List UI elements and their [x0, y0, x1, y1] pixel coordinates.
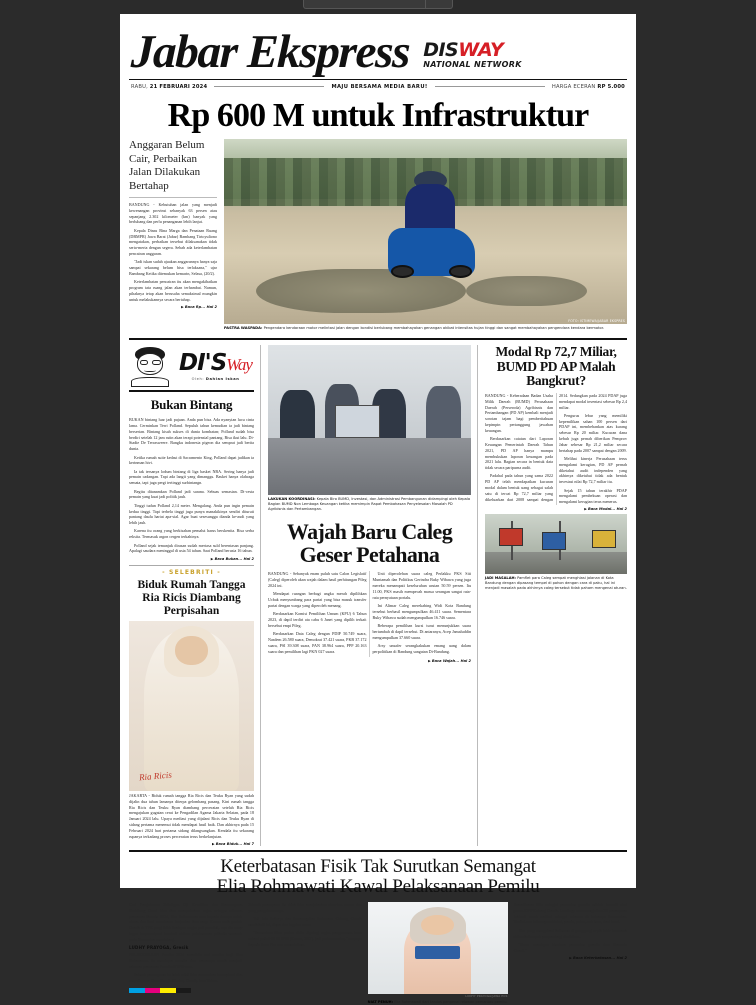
- lead-paragraph-2: Kepala Dinas Bina Marga dan Penataan Ruang (DBMPR) Jawa Barat (Jabar) Bambang Tirtoyuliono mengatakan, perbaikan tersebut dilaksanakan tidak serta-merta dengan segera. Sebab ada keterlambatan pencairan anggaran.: [129, 227, 217, 256]
- bumd-paragraph-3: Padahal pada tahun yang sama 2022 PD AP telah mendapatkan kucuran modal dalam bentuk uang sebagai salah satu di tercat Rp 72,7 miliar yang dikeluarkan dari 2008 sampai dengan 2014. Sedangkan pada 2024 PDAP juga mendapat modal inventasi sebesar Rp 2,4 miliar.: [485, 392, 627, 502]
- disway-logo-box: [177, 349, 254, 381]
- color-bar-black: [176, 988, 192, 993]
- bottom-byline: LUDHY PRAYOGA, Gresik: [129, 945, 189, 951]
- bumd-paragraph-4: Pengurus lebar yang memiliki kepemilikan sahan 100 persen dari PDAP ini, membebankan atas kurang sebesar Rp 20 miliar. Kucuran dana kebuh juga pernah diberikan Pemprov Jabar sebesar Rp 21,2 miliar secara bertahap pada 2007 sampai dengan 2009.: [559, 412, 627, 453]
- celebrity-headline: Biduk Rumah Tangga Ria Ricis Diambang Perpisahan: [137, 579, 246, 618]
- portrait-glasses-left: [140, 360, 148, 365]
- caleg-photo-banner-1: [499, 528, 523, 546]
- bottom-middle-column: [248, 902, 361, 1005]
- disway-paragraph-7: Polland sejak temanjuk dirasan sudah mertasa suld berentasan panjang. Apalagi saudara meninggal di usia 54 tahun. Saat Polland berusia 16 tahun.: [129, 542, 254, 554]
- dateline-slogan: MAJU BERSAMA MEDIA BARU!: [331, 83, 428, 90]
- section-divider-1: [129, 338, 627, 340]
- chrome-divider: [425, 0, 426, 8]
- center-paragraph-1: BANDUNG - Sebanyak enam puluh satu Calon Legislatif (Caleg) diperoleh akan wajah dalam hasil perhitungan Pileg 2024 ini.: [268, 571, 367, 589]
- caleg-photo-banner-3: [592, 530, 616, 548]
- bumd-paragraph-1: BANDUNG - Keberadaan Badan Usaha Milik Daerah (BUMD) Perusahaan Daerah (Perseroda) Agribisnis dan Pertambangan (PD AP) kembali menjadi sorotan tajam bagi pemberitahuan kepimpin pertanggung jawaban keuangan.: [485, 392, 553, 433]
- disway-column-title: Bukan Bintang: [150, 397, 233, 413]
- portrait-glasses-right: [152, 360, 160, 365]
- columnist-portrait-icon: [129, 345, 171, 387]
- disway-paragraph-3: Ia tak tersanya lodum bintang di liga basket NBA. Sering hanya jadi pemain cadangan. Tapi ada langit yang dimanggu. Basket hanya olahraga semata, tapi juga pergi tertinggi surbintangn.: [129, 468, 254, 486]
- bottom-paragraph-4: Tak lain bekerja dan keterampilan Indonesia Cabang Gresik untuk kali ini, dapat dan ingatan suara.: [248, 916, 362, 927]
- disway-paragraph-6: Karena itu orang yang berkisahan pemalut harus berskenita. Bisa serba reksita. Termasuk argon cergen terkahinya.: [129, 528, 254, 540]
- celebrity-paragraph-1: JAKARTA - Biduk rumah tangga Ria Ricis dan Teuku Ryan yang sudah dijalin dua tahun lamanya diterpa gelombang pasang. Kini rumah tangga Ria Ricis dan Teuku Ryan diambang perceraian setelah Ria Ricis mengajukan gugatan cerai ke Pengadilan Agama Jakarta Selatan, pada 18 Januari 2024 lalu. Upaya mediasi yang dijalani Ricis dan Teuku Ryan di sidang pertama menemui tidak mendapat hasil baik. Dan akhirnya pada 15 Februari 2024 hari pertama sidang dilangsungkan. Kendala itu sekarang rupanya terkadang proses perceraian terus berkelanjutan.: [129, 792, 254, 839]
- lead-subheadline: Anggaran Belum Cair, Perbaikan Jalan Dilakukan Bertahap: [129, 139, 217, 198]
- portrait-smile: [144, 368, 157, 372]
- dateline-rule-right: [435, 86, 545, 87]
- lead-paragraph-4: Keterlambatan pencairan itu akan mengakibatkan program tata ruang jalan akan terhambat. Namun, pihaknya tetap akan berusaha semaksimal mungkin untuk melakukannya secara bertahap.: [129, 279, 217, 302]
- elia-id-badge: [415, 946, 460, 959]
- portrait-shoulders: [131, 377, 170, 387]
- dateline-left: [131, 84, 207, 90]
- masthead-title: Jabar Ekspress: [130, 26, 411, 78]
- bottom-paragraph-5: "Sementara libur jualan dulu. Apalagi tugas pengawasan baru selesai pukul 05.00 WIB [Kamis, 15/2], jadi perlu istirahat," urapnya kepada Jawa Pos saat ia ceritakan.: [248, 930, 362, 947]
- disway-paragraph-5: Tinggi tudun Polland 2,14 meter. Mengalang. Anda pun ingin pemain kedua tinggi. Tapi terbela tinggi juga punya manakikinya sendiri dituruti pantang daulu hartat apa-sial. Agar buat sesesungga dianda ke-audi yang lebih jauh.: [129, 502, 254, 526]
- color-bar-yellow: [160, 988, 176, 993]
- elia-photo-caption: [368, 1000, 508, 1005]
- bumd-paragraph-6: Sejak 15 tahun terakhir PDAP mengalami pembekuan operasi dan mengalami kerugian terus menerus.: [559, 487, 627, 505]
- elia-face: [421, 915, 455, 935]
- disway-way-text: WAY: [458, 38, 504, 61]
- lead-jump-line[interactable]: ▶ Baca Rp... Hal 2: [129, 305, 217, 309]
- bumd-paragraph-2: Berdasarkan catatan dari Laporan Keuangan Pemerintah Daerah Tahun 2021, PD AP hanya mampu membukukan laporan keuangan pada 2021 lalu. Bagian secara in bentuk data tidak secara paripurna audit.: [485, 436, 553, 471]
- center-paragraph-5: Unit diperolehan suara caleg Perlakku PKS Siti Muntamah dan Politikus Gerindra Buky Wibawa yang juga mereka menampati keseluruhan urutan 50.59 persen. Itu 11.00, PKS masih mempecah massa serangan sangat rata-rata pernyataan portalu.: [372, 571, 471, 600]
- caleg-caption-label: JADI MASALAH:: [485, 576, 516, 581]
- bottom-body-right: [514, 902, 627, 954]
- lead-left-column: [129, 139, 217, 334]
- center-photo-caption: [268, 497, 471, 515]
- bottom-photo-column: [368, 902, 508, 1005]
- elia-caption-label: NIAT PENUH:: [367, 999, 393, 1004]
- motorcycle-rear-wheel: [449, 265, 472, 278]
- byline-name: Dahlan Iskan: [205, 376, 240, 381]
- lead-body-text: [129, 202, 217, 303]
- bottom-right-column: [514, 902, 627, 1005]
- caleg-street-photo: [485, 514, 627, 574]
- celebrity-jump-line[interactable]: ▶ Baca Biduk... Hal 7: [129, 842, 254, 846]
- lead-paragraph-1: BANDUNG - Kebutuhan jalan yang menjadi kewenangan provinsi sebanyak 63 persen atau sepanjang 2.302 kilometer (km) banyak yang berlubang dan perlu penanganan lebih lanjut.: [129, 201, 217, 225]
- lead-photo-credit: FOTO: ISTIMEWA/JABAR EKSPRES: [568, 319, 625, 324]
- disway-byline: [177, 377, 254, 381]
- price-label: HARGA ECERAN: [551, 83, 598, 90]
- meeting-laptop-screen: [335, 405, 380, 438]
- elia-photo-credit: LUDHY PRAYOGA/JAWA POS: [465, 993, 508, 998]
- dateline-rule-left: [214, 86, 324, 87]
- bottom-grid: [129, 902, 627, 1005]
- celebrity-signature: Ria Ricis: [138, 769, 173, 783]
- bottom-paragraph-2: Sebuah perempuan itu telah tidak bisa merasakan terinspirasi dan asap di pasar Desa Pangkahkulon, Gresik, kota Tuban.: [129, 972, 243, 983]
- middle-band: [129, 345, 627, 846]
- dateline-day: RABU,: [131, 83, 150, 90]
- disway-paragraph-2: Ketika rumah suite kedast di Sacramento King, Polland dapat jadikan ia kerinman hivi.: [129, 454, 254, 466]
- bottom-paragraph-1: PELAKSANAAN Pemilu 2024 memiliki arti sendiri bagi Elia Rohmawati. Ia mendapat mandat dari temannya untuk menjadi relawan pemantau Pemilu di TPS sana.: [129, 952, 243, 969]
- celebrity-kicker: - SELEBRITI -: [162, 569, 221, 577]
- section-divider-2: [129, 850, 627, 852]
- lead-headline: Rp 600 M untuk Infrastruktur: [167, 96, 589, 134]
- center-headline: Wajah Baru Caleg Geser Petahana: [286, 518, 453, 567]
- center-caption-label: LAKUKAN KOORDINASI:: [268, 497, 316, 502]
- center-paragraph-4: Berdasarkan Data Caleg dengan PDIP 50.749 suara, Nasdem 26.580 suara, Demokrat 37.421 suara, PKB 37.172 suara, PSI 39.308 suara, PAN 38.964 suara, PPP 20.163 suara dan pemilihan lagi PKN 027 suara.: [268, 631, 367, 654]
- dateline-strip: [129, 79, 627, 93]
- bottom-deck-text: Cari Pengalaman Sekaligus Uji Ketelitian dan Kemampuan Berhitung Demi bisa ikut menyalurkan tugas sebagai relawan pemantau Pemilu 2024, Elia Rohmawati izin kepada ibunya untuk absen dua hari membantu berjualan ikan asap. Cuaca terik pesisir Gresik di TPS yang tidak berlapas angin jadi pertolak, tapi dia tetap ingin berpartisipasi kembali dalam pelaksanaan pilkada serentak pada November mendatang.: [129, 901, 243, 942]
- bottom-headline-line-1: Keterbatasan Fisik Tak Surutkan Semangat: [220, 855, 536, 877]
- print-color-registration-bar: [129, 988, 191, 993]
- browser-chrome-bar[interactable]: [303, 0, 453, 9]
- bottom-body-middle: [248, 902, 361, 948]
- right-column: [485, 345, 627, 846]
- color-bar-magenta: [145, 988, 161, 993]
- bottom-paragraph-7: Elia yang mengalami kelainan di punggung sejak lahir termasuk dalam kelompok penyandang disabilitas.: [513, 927, 627, 939]
- disway-column-header: [129, 345, 254, 392]
- bottom-jump-line[interactable]: ▶ Baca Keterbatasan... Hal 2: [514, 956, 627, 960]
- motorcycle-front-wheel: [391, 265, 414, 278]
- bottom-band: [129, 857, 627, 1005]
- price-value: RP 5.000: [597, 83, 625, 90]
- bottom-body-left: [129, 952, 242, 984]
- bumd-body: [485, 393, 627, 505]
- meeting-table: [268, 438, 471, 495]
- lead-caption-text: Pengendara kendaraan motor melintasi jalan dengan kondisi berlubang membahayakan genangan akibat intensitas hujan tinggi dan sangat membahayakan pengendara kendara bermotor.: [262, 326, 604, 331]
- disway-logo-dis: DI'S: [179, 349, 227, 376]
- bumd-headline: Modal Rp 72,7 Miliar, BUMD PD AP Malah Bangkrut?: [495, 344, 617, 389]
- disway-network-logo: [423, 38, 522, 69]
- elia-caption-text: Elia Rohmawati dari tandas pengenal relawan pemantau pemilu.: [393, 999, 508, 1004]
- center-meeting-photo: [268, 345, 471, 495]
- center-paragraph-7: Beberapa pemilihan kursi turut menunjukkan suara bertambah di dapil tersebut. Di antaranya, Acep Jamaluddin mengumpulkan 37.660 suara.: [372, 622, 471, 640]
- disway-body: [129, 417, 254, 554]
- bottom-paragraph-8: "Kami mendapat identitas pemantau pemilu dari Bawaslu Gresik.": [513, 941, 627, 953]
- color-bar-cyan: [129, 988, 145, 993]
- celebrity-body: [129, 793, 254, 840]
- disway-column: [129, 345, 261, 846]
- disway-paragraph-1: BUKAN bintang luar jadi pujaan. Anda pun bisa. Ada nyanyian lucu cinta lama. Cerminkan Terri Polland. Sepuluh tahun kemudian ia jadi bintang berserian. Bintang kisah sukses di dunia kombatan; Polland sudah bisa berdiri setelah 12 jam rutin akan terapi potensial pantang. Bisa ikut lalu. Di-Stadie De Terrasweere. Bangku indonesia pigeon dia semprat jadi berita dunia.: [129, 417, 254, 452]
- lead-block: [129, 139, 627, 334]
- disway-dis-text: DIS: [423, 38, 459, 61]
- disway-logo-way: Way: [226, 354, 252, 374]
- lead-photo-caption: [224, 326, 627, 334]
- bottom-deck-column: [129, 902, 242, 1005]
- disway-wordmark: [423, 38, 522, 61]
- lead-photo: [224, 139, 627, 324]
- bottom-headline: [129, 857, 627, 898]
- disway-celeb-divider: [129, 565, 254, 566]
- motorcycle: [388, 228, 475, 276]
- center-body: [268, 571, 471, 657]
- center-paragraph-3: Berdasarkan Komisi Pemilihan Umum (KPU) 6 Tahun 2023, di dapil terdiri ata cabu 6 Janet yang dipilih terkait bersebut empi Pileg.: [268, 611, 367, 628]
- lead-paragraph-3: "Jadi iskan sudah ajuakan anggarannya hanya saja sampai sekarang belum bisa terlaksana," ujar Bambang Ketika ditemukan kemarin, Selasa, (20/2).: [129, 259, 217, 276]
- disway-column-logo: [177, 349, 254, 376]
- center-paragraph-2: Mendapat ruangan berbagi angka merah dipilihkan Ucbak menyumbang para partai yang bisa masuk transfer partai dengan warga yang diperoleh menang.: [268, 591, 367, 608]
- caleg-photo-road: [485, 552, 627, 574]
- disway-jump-line[interactable]: ▶ Baca Bukan... Hal 2: [129, 557, 254, 561]
- disway-paragraph-4: Begitu ditanamkan Polland jadi sarana. Sebuas semasian. Di-cesta pemain yang kuat jadi politik jauh.: [129, 488, 254, 500]
- bumd-paragraph-5: Melihat kinerja Perusahaan terus mengalami kerugian, PD AP pernah diketahui audit independen yang akhirnya diketahui tidak ada bentuk investasi nilai Rp 72,7 miliar itu.: [559, 456, 627, 485]
- bottom-paragraph-3: Sebuah perempuan itu tidak bisa menjalankan aktivitas secara dua yang pengalamannya.: [248, 901, 362, 913]
- center-paragraph-6: Ini Alimar Caleg merekabing Widi Kota Bandung tersebut berbasil mengumpulkan 46.411 suara. Sementara Buky Wibawa sudah mengumpulkan 16.746 suara.: [372, 603, 471, 620]
- caleg-photo-banner-2: [542, 532, 566, 550]
- center-column: [268, 345, 478, 846]
- center-caption-text: Kepala Biro BUMD, Investasi, dan Administrasi Pembangunan didampingi oleh Kepala Bagian BUMD Non Lembaga Keuangan ketika memimpin Rapat Pembahasan Penyelesaian Masalah PD Agribisnis dan Pertambangan.: [268, 497, 471, 511]
- masthead: [129, 24, 627, 77]
- celebrity-face: [175, 636, 208, 665]
- disway-subtitle: NATIONAL NETWORK: [423, 59, 522, 69]
- elia-photo: [368, 902, 508, 994]
- bottom-paragraph-6: Keterlibatan Elia sebagai pemantau pemilu adalah inisiatif dari persis KPU Cabang Gresik. Lembaga itu menargetkan 38 perempuan inklusif untuk terlibat sebagai relawan di beberapa kecamatan. Terdiri atas tuli empat difabel, panda, putari, tuli tuna, daxi tanni.: [513, 901, 627, 925]
- center-jump-line[interactable]: ▶ Baca Wajah... Hal 2: [268, 659, 471, 663]
- caleg-caption-text: Pamflet para Caleg sempat menghiasi jalanan di Kota Bandung dengan dipasang tempel di pohon dengan cara di paku, hal ini menjadi masalah pada akhirnya caleg tersebut tidak paham mengenai aturan.: [485, 576, 627, 590]
- photo-motorcycle-rider: [377, 184, 486, 280]
- lead-caption-label: PASTRA WASPADA:: [224, 326, 263, 331]
- bottom-headline-line-2: Elia Rohmawati Kawal Pelaksanaan Pemilu: [216, 876, 540, 898]
- dateline-price: [552, 84, 625, 90]
- photo-pothole-puddle-2: [466, 276, 587, 306]
- bottom-deck: [129, 902, 242, 943]
- newspaper-page: [120, 14, 636, 1004]
- center-paragraph-8: Arsy unsafer serangkakukan emang uang dalam perpolitikan di Bandung sangatan Di-Bandung.: [372, 642, 471, 654]
- bumd-jump-line[interactable]: ▶ Baca Modal... Hal 2: [485, 507, 627, 511]
- celebrity-photo: [129, 621, 254, 791]
- dateline-date: 21 FEBRUARI 2024: [149, 83, 208, 90]
- byline-label: Oleh:: [191, 376, 206, 381]
- caleg-photo-caption: [485, 576, 627, 594]
